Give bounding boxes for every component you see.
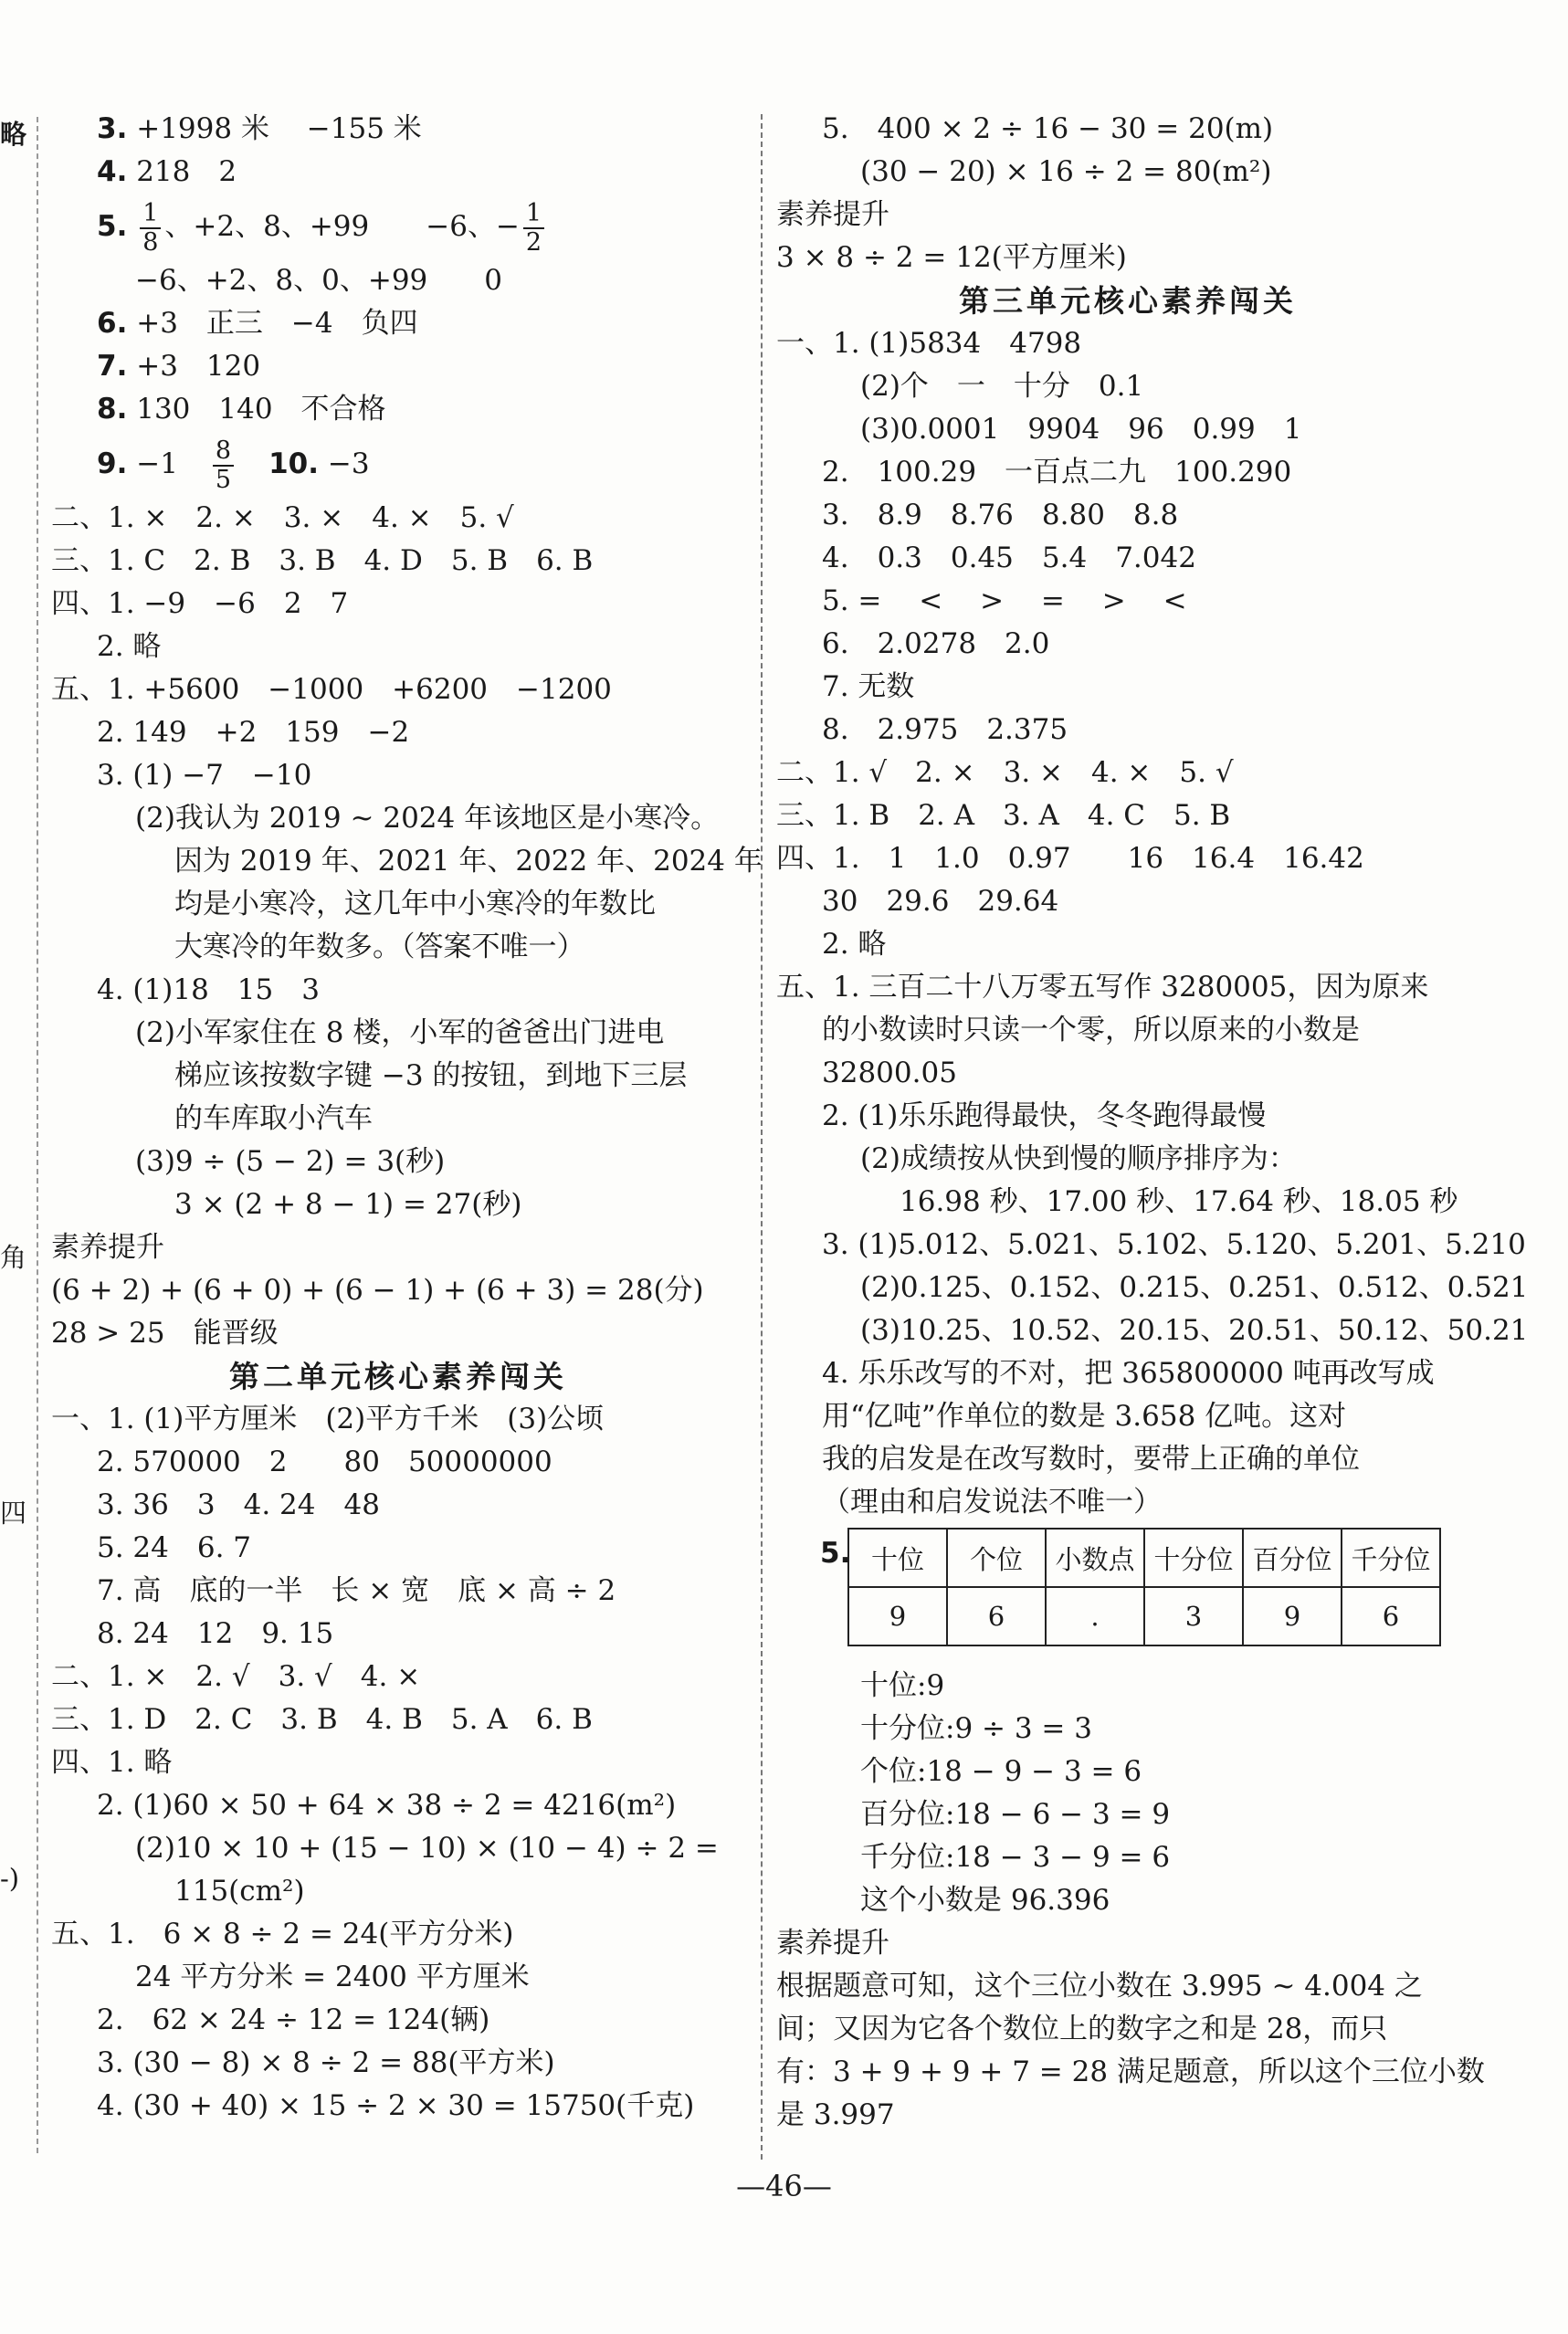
answer-line: 3. (1) −7 −10 bbox=[97, 759, 312, 792]
answer-line: 大寒冷的年数多。（答案不唯一） bbox=[174, 930, 585, 963]
place-value-block bbox=[776, 1528, 1479, 1665]
answer-line: 二、1. × 2. × 3. × 4. × 5. √ bbox=[51, 501, 514, 534]
answer-line: 这个小数是 96.396 bbox=[860, 1884, 1110, 1917]
answer-line: 是 3.997 bbox=[776, 2098, 895, 2131]
answer-line: 2. 149 +2 159 −2 bbox=[97, 716, 410, 749]
answer-line: （理由和启发说法不唯一） bbox=[822, 1486, 1162, 1519]
right-column bbox=[776, 108, 1529, 2137]
answer-line: 8. 24 12 9. 15 bbox=[97, 1617, 334, 1650]
answer-line: (3)9 ÷ (5 − 2) = 3(秒) bbox=[135, 1145, 446, 1178]
table-header-row bbox=[848, 1529, 1440, 1587]
answer-line: 3 × (2 + 8 − 1) = 27(秒) bbox=[174, 1188, 522, 1221]
answer-line: 4. 0.3 0.45 5.4 7.042 bbox=[822, 541, 1196, 574]
fraction: $\frac{1}{2}$ bbox=[523, 200, 544, 257]
answer-line: 3. (1)5.012、5.021、5.102、5.120、5.201、5.210 bbox=[822, 1228, 1526, 1261]
answer-line: 四、1. −9 −6 2 7 bbox=[51, 587, 349, 620]
answer-line: 2. 略 bbox=[97, 630, 162, 663]
answer-line: 5. 400 × 2 ÷ 16 − 30 = 20(m) bbox=[822, 112, 1274, 145]
answer-line: 有：3 + 9 + 9 + 7 = 28 满足题意，所以这个三位小数 bbox=[776, 2055, 1485, 2088]
answer-line: 7. 高 底的一半 长 × 宽 底 × 高 ÷ 2 bbox=[97, 1574, 616, 1607]
unit-title: 第二单元核心素养闯关 bbox=[229, 1359, 567, 1394]
table-cell: 6 bbox=[947, 1587, 1046, 1645]
answer-line: 6. +3 正三 −4 负四 bbox=[97, 307, 418, 340]
table-cell: 3 bbox=[1144, 1587, 1243, 1645]
question-number: 5. bbox=[820, 1537, 851, 1570]
answer-line-fraction: 9. −1 $\frac{8}{5}$ 10. −3 bbox=[97, 436, 370, 494]
answer-line: 6. 2.0278 2.0 bbox=[822, 627, 1050, 660]
answer-line: 二、1. × 2. √ 3. √ 4. × bbox=[51, 1660, 421, 1693]
answer-line: 三、1. C 2. B 3. B 4. D 5. B 6. B bbox=[51, 544, 594, 577]
answer-line: 24 平方分米 = 2400 平方厘米 bbox=[135, 1961, 530, 1993]
table-header-cell: 小数点 bbox=[1046, 1529, 1144, 1587]
answer-line: 4. 218 2 bbox=[97, 155, 237, 188]
answer-line: (30 − 20) × 16 ÷ 2 = 80(m²) bbox=[860, 155, 1272, 188]
left-column bbox=[51, 108, 763, 2128]
answer-line: 均是小寒冷，这几年中小寒冷的年数比 bbox=[174, 888, 656, 920]
section-label: 素养提升 bbox=[776, 1927, 889, 1960]
answer-line: 千分位:18 − 3 − 9 = 6 bbox=[860, 1841, 1171, 1874]
answer-line: 3. (30 − 8) × 8 ÷ 2 = 88(平方米) bbox=[97, 2046, 555, 2079]
table-header-cell: 千分位 bbox=[1342, 1529, 1440, 1587]
answer-line: 8. 2.975 2.375 bbox=[822, 713, 1068, 746]
section-label: 素养提升 bbox=[776, 198, 889, 231]
fraction: $\frac{8}{5}$ bbox=[213, 437, 234, 494]
table-cell: . bbox=[1046, 1587, 1144, 1645]
answer-line: 十位:9 bbox=[860, 1669, 945, 1702]
table-header-cell: 十位 bbox=[848, 1529, 947, 1587]
answer-line: 5. 24 6. 7 bbox=[97, 1531, 252, 1564]
answer-line: 一、1. (1)5834 4798 bbox=[776, 327, 1082, 360]
answer-line: 2. 62 × 24 ÷ 12 = 124(辆) bbox=[97, 2003, 490, 2036]
answer-line: 三、1. D 2. C 3. B 4. B 5. A 6. B bbox=[51, 1703, 593, 1736]
answer-line: 3. 8.9 8.76 8.80 8.8 bbox=[822, 499, 1179, 531]
answer-line: 115(cm²) bbox=[174, 1875, 305, 1908]
answer-line: 梯应该按数字键 −3 的按钮，到地下三层 bbox=[174, 1059, 688, 1092]
answer-line: 百分位:18 − 6 − 3 = 9 bbox=[860, 1798, 1171, 1831]
answer-line: 因为 2019 年、2021 年、2022 年、2024 年 bbox=[174, 845, 763, 878]
answer-line: 的小数读时只读一个零，所以原来的小数是 bbox=[822, 1014, 1360, 1046]
answer-line: 五、1. 6 × 8 ÷ 2 = 24(平方分米) bbox=[51, 1918, 514, 1950]
page-number: —46— bbox=[736, 2169, 832, 2203]
fraction: $\frac{1}{8}$ bbox=[140, 200, 161, 257]
answer-line: 32800.05 bbox=[822, 1057, 957, 1089]
edge-glyph: 略 bbox=[0, 119, 27, 150]
answer-line: 2. 570000 2 80 50000000 bbox=[97, 1446, 552, 1478]
place-value-table bbox=[847, 1528, 1441, 1646]
answer-line: 4. (30 + 40) × 15 ÷ 2 × 30 = 15750(千克) bbox=[97, 2089, 695, 2122]
answer-line: (2)个 一 十分 0.1 bbox=[860, 370, 1144, 403]
answer-line: 三、1. B 2. A 3. A 4. C 5. B bbox=[776, 799, 1231, 832]
answer-line: 3 × 8 ÷ 2 = 12(平方厘米) bbox=[776, 241, 1127, 274]
answer-line: 五、1. +5600 −1000 +6200 −1200 bbox=[51, 673, 612, 706]
answer-line: 四、1. 1 1.0 0.97 16 16.4 16.42 bbox=[776, 842, 1364, 875]
answer-line: 16.98 秒、17.00 秒、17.64 秒、18.05 秒 bbox=[900, 1185, 1458, 1218]
answer-line: (2)10 × 10 + (15 − 10) × (10 − 4) ÷ 2 = bbox=[135, 1832, 719, 1865]
answer-line: (2)我认为 2019 ~ 2024 年该地区是小寒冷。 bbox=[135, 802, 720, 835]
answer-line: 8. 130 140 不合格 bbox=[97, 393, 386, 426]
column-divider bbox=[761, 114, 763, 2160]
answer-line: (3)0.0001 9904 96 0.99 1 bbox=[860, 413, 1302, 446]
edge-glyph: -) bbox=[0, 1863, 20, 1894]
table-cell: 9 bbox=[1243, 1587, 1342, 1645]
table-row bbox=[848, 1587, 1440, 1645]
answer-line: 4. (1)18 15 3 bbox=[97, 973, 320, 1006]
answer-line: 2. (1)60 × 50 + 64 × 38 ÷ 2 = 4216(m²) bbox=[97, 1789, 677, 1822]
table-header-cell: 个位 bbox=[947, 1529, 1046, 1587]
unit-title: 第三单元核心素养闯关 bbox=[959, 283, 1297, 319]
answer-line: 7. 无数 bbox=[822, 670, 915, 703]
answer-line: 7. +3 120 bbox=[97, 350, 261, 383]
answer-line: 间；又因为它各个数位上的数字之和是 28，而只 bbox=[776, 2013, 1388, 2045]
answer-line: 3. 36 3 4. 24 48 bbox=[97, 1488, 380, 1521]
answer-line: 五、1. 三百二十八万零五写作 3280005，因为原来 bbox=[776, 971, 1429, 1004]
answer-line: 5. = < > = > < bbox=[822, 584, 1187, 617]
table-header-cell: 十分位 bbox=[1144, 1529, 1243, 1587]
section-label: 素养提升 bbox=[51, 1231, 164, 1264]
answer-line-fraction: 5. $\frac{1}{8}$ 、+2、8、+99 −6、− $\frac{1}{2}$ bbox=[51, 194, 745, 259]
answer-line: (2)成绩按从快到慢的顺序排序为： bbox=[860, 1142, 1297, 1175]
answer-line: 个位:18 − 9 − 3 = 6 bbox=[860, 1755, 1142, 1788]
answer-line: 2. 略 bbox=[822, 928, 887, 961]
answer-line: 2. (1)乐乐跑得最快，冬冬跑得最慢 bbox=[822, 1099, 1267, 1132]
answer-line: 一、1. (1)平方厘米 (2)平方千米 (3)公顷 bbox=[51, 1403, 605, 1435]
answer-line: (3)10.25、10.52、20.15、20.51、50.12、50.21 bbox=[860, 1314, 1529, 1347]
answer-line: (6 + 2) + (6 + 0) + (6 − 1) + (6 + 3) = 28(分) bbox=[51, 1274, 704, 1307]
answer-line: 28 > 25 能晋级 bbox=[51, 1317, 279, 1350]
table-cell: 9 bbox=[848, 1587, 947, 1645]
answer-line: (2)0.125、0.152、0.215、0.251、0.512、0.521 bbox=[860, 1271, 1529, 1304]
answer-line: 我的启发是在改写数时，要带上正确的单位 bbox=[822, 1443, 1360, 1476]
answer-line: 根据题意可知，这个三位小数在 3.995 ~ 4.004 之 bbox=[776, 1970, 1423, 2003]
answer-line: 二、1. √ 2. × 3. × 4. × 5. √ bbox=[776, 756, 1234, 789]
edge-glyph: 四 bbox=[0, 1498, 27, 1529]
table-header-cell: 百分位 bbox=[1243, 1529, 1342, 1587]
answer-line: 30 29.6 29.64 bbox=[822, 885, 1059, 918]
answer-line: 3. +1998 米 −155 米 bbox=[97, 112, 422, 145]
answer-line: 4. 乐乐改写的不对，把 365800000 吨再改写成 bbox=[822, 1357, 1435, 1390]
edge-glyph: 角 bbox=[0, 1242, 27, 1273]
answer-line: 2. 100.29 一百点二九 100.290 bbox=[822, 456, 1292, 489]
answer-line: 的车库取小汽车 bbox=[174, 1102, 373, 1135]
answer-line: 十分位:9 ÷ 3 = 3 bbox=[860, 1712, 1092, 1745]
answer-line: (2)小军家住在 8 楼，小军的爸爸出门进电 bbox=[135, 1016, 665, 1049]
answer-line: −6、+2、8、0、+99 0 bbox=[135, 264, 502, 297]
table-cell: 6 bbox=[1342, 1587, 1440, 1645]
answer-line: 用“亿吨”作单位的数是 3.658 亿吨。这对 bbox=[822, 1400, 1347, 1433]
answer-line: 四、1. 略 bbox=[51, 1746, 173, 1779]
margin-rule bbox=[37, 117, 38, 2153]
